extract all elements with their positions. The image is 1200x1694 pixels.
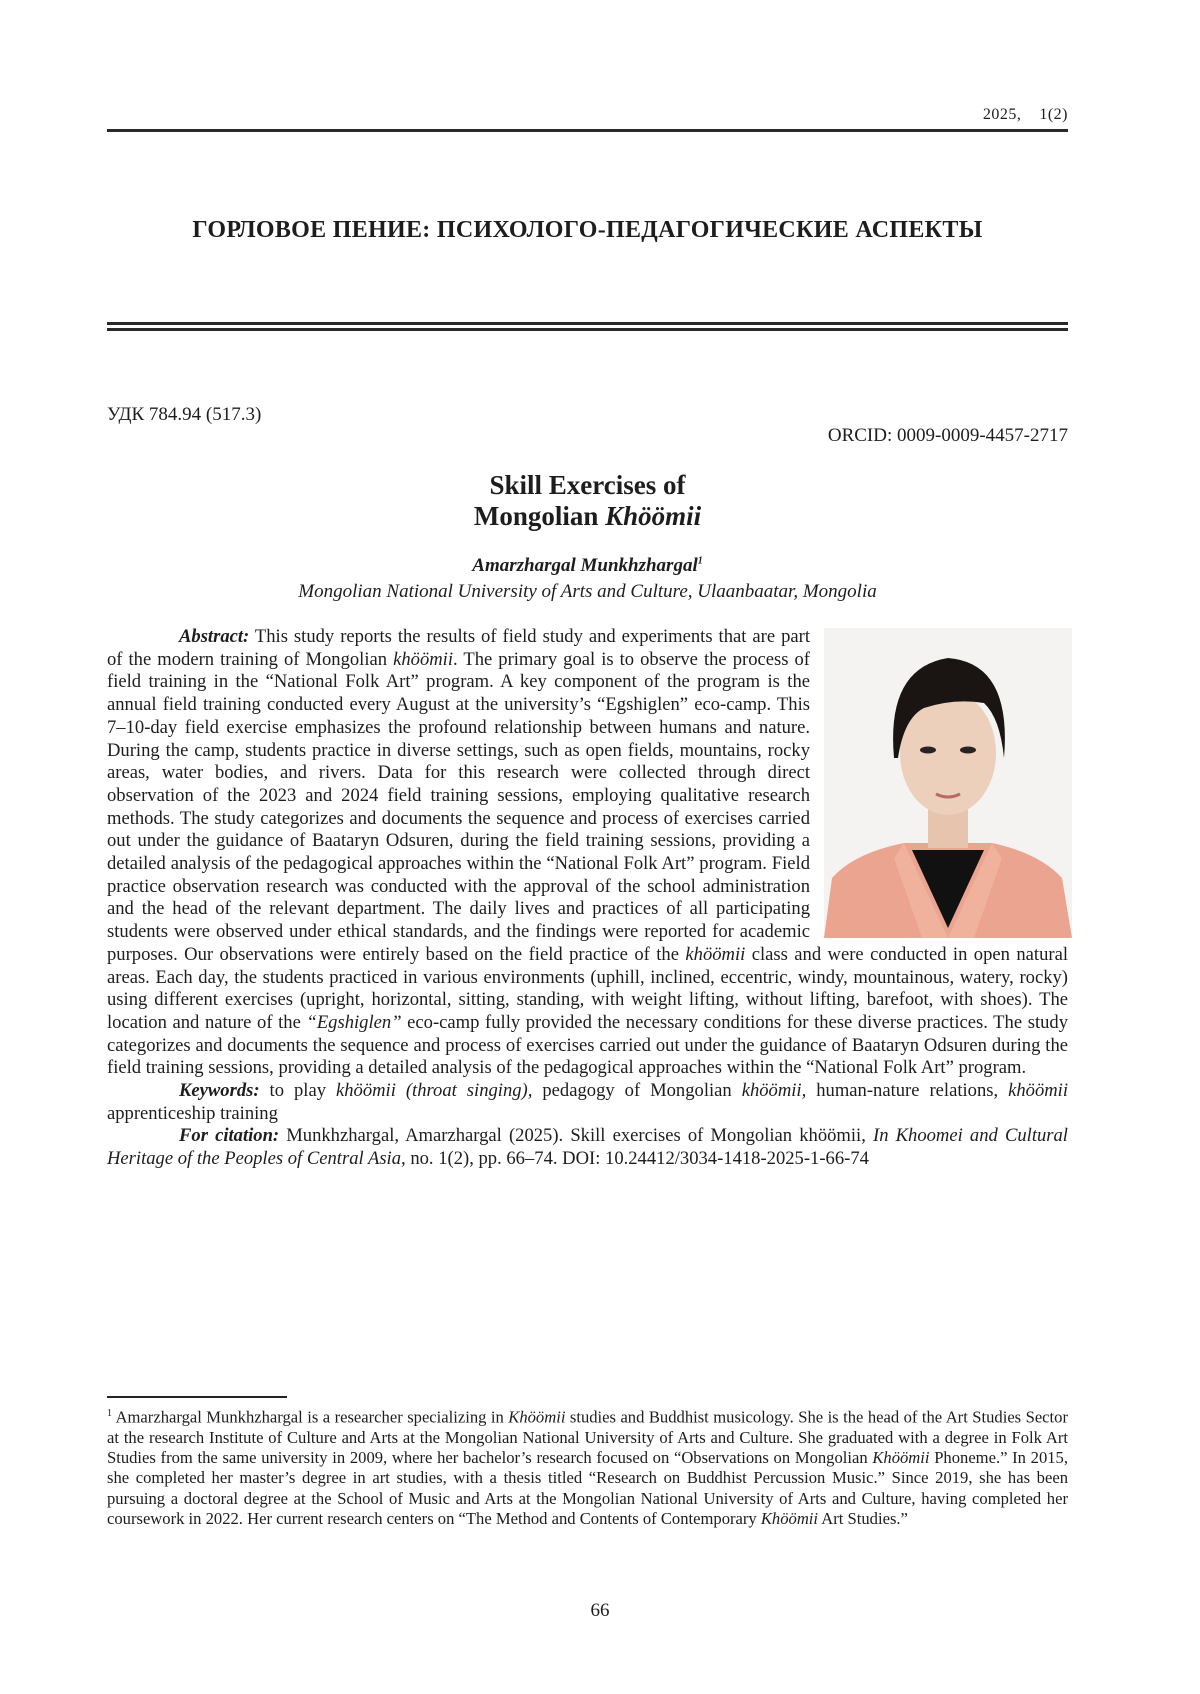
keywords	[107, 1080, 1068, 1125]
text-run: Phoneme.” In 2015, she completed her master’s degree in art studies, with a thesis titled “Research on Buddhist Percussion Music.” Since 2019, she has been pursuing a doctoral degree at the School of Music and Arts at the Mongolian National University of Arts and Culture, having completed her coursework in 2022. Her current research centers on “The Method and Contents of Contemporary	[107, 1448, 1068, 1528]
footnote-text	[107, 1408, 1068, 1528]
footnote	[107, 1404, 1068, 1529]
title-line-2	[107, 501, 1068, 532]
text-run: . The primary goal is to observe the process of field training in the “National Folk Art” program. A key component of the program is the annual field training conducted every August at the university’s “Egshiglen” eco-camp. This 7–10-day field exercise emphasizes the profound relationship between humans and nature. During the camp, students practice in diverse settings, such as open fields, mountains, rocky areas, water bodies, and rivers. Data for this research were collected through direct observation of the 2023 and 2024 field training sessions, employing qualitative research methods. The study categorizes and documents the sequence and process of exercises carried out under the guidance of Baataryn Odsuren, during the field training sessions, providing a detailed analysis of the pedagogical approaches within the “National Folk Art” program. Field practice observation research was conducted with the approval of the school administration and the head of the relevant department. The daily lives and practices of all participating students were observed under ethical standards, and the findings were reported for academic purposes. Our observations were entirely based on the field practice of the	[107, 649, 810, 965]
text-run: Munkhzhargal, Amarzhargal (2025). Skill exercises of Mongolian khöömii,	[279, 1125, 873, 1146]
portrait-image	[824, 628, 1072, 938]
author-photo	[824, 628, 1072, 938]
italic-run: khöömii	[393, 649, 453, 670]
page-number: 66	[0, 1600, 1200, 1622]
text-run: apprenticeship training	[107, 1103, 278, 1124]
author-affiliation: Mongolian National University of Arts and Culture, Ulaanbaatar, Mongolia	[107, 581, 1068, 603]
article-body	[107, 626, 1068, 1171]
text-run: studies and Buddhist musicology. She is the head of the Art Studies Sector at the research Institute of Culture and Arts at the Mongolian National University of Arts and Culture. She graduated with a degree in Folk Art Studies from the same university in 2009, where her bachelor’s research focused on “Observations on Mongolian	[107, 1408, 1068, 1468]
italic-run: In Khoomei and Cultural Heritage of the Peoples of Central Asia,	[107, 1125, 1068, 1169]
title-line-1: Skill Exercises of	[107, 470, 1068, 501]
italic-run: Khöömii	[761, 1509, 818, 1528]
italic-run: khöömii	[1008, 1080, 1068, 1101]
section-rule-bottom	[107, 328, 1068, 331]
text-run: to play	[260, 1080, 336, 1101]
citation-label: For citation:	[179, 1125, 279, 1146]
text-run: human-nature relations,	[806, 1080, 1008, 1101]
italic-run: “Egshiglen”	[306, 1012, 401, 1033]
citation	[107, 1125, 1068, 1170]
orcid[interactable]: ORCID: 0009-0009-4457-2717	[828, 425, 1068, 447]
footnote-ref[interactable]: 1	[698, 556, 703, 567]
italic-run: khöömii,	[742, 1080, 807, 1101]
author-name-text: Amarzhargal Munkhzhargal	[472, 555, 697, 576]
header-rule	[107, 129, 1068, 132]
italic-run: Khöömii	[872, 1448, 929, 1467]
journal-issue: 2025, 1(2)	[983, 106, 1068, 124]
text-run: This study reports the results of field study and experiments that are part of the modern training of Mongolian	[107, 626, 810, 670]
udk-code: УДК 784.94 (517.3)	[107, 404, 261, 426]
text-run: eco-camp fully provided the necessary conditions for these diverse practices. The study categorizes and documents the sequence and process of exercises carried out under the guidance of Baataryn Odsuren during the field training sessions, providing a detailed analysis of the pedagogical approaches within the “National Folk Art” program.	[107, 1012, 1068, 1078]
title-plain: Mongolian	[474, 501, 605, 531]
footnote-rule	[107, 1396, 287, 1398]
text-run: pedagogy of Mongolian	[532, 1080, 741, 1101]
text-run: class and were conducted in open natural areas. Each day, the students practiced in various environments (uphill, inclined, eccentric, windy, mountainous, watery, rocky) using different exercises (upright, horizontal, sitting, standing, with weight lifting, without lifting, barefoot, with shoes). The location and nature of the	[107, 944, 1068, 1033]
section-rule-top	[107, 322, 1068, 325]
abstract-label: Abstract:	[179, 626, 249, 647]
text-run: Amarzhargal Munkhzhargal is a researcher specializing in	[112, 1408, 508, 1427]
keywords-label: Keywords:	[179, 1080, 260, 1101]
text-run: Art Studies.”	[818, 1509, 908, 1528]
section-title: ГОРЛОВОЕ ПЕНИЕ: ПСИХОЛОГО-ПЕДАГОГИЧЕСКИЕ АСПЕКТЫ	[107, 217, 1068, 244]
footnote-mark: 1	[107, 1408, 112, 1419]
italic-run: khöömii (throat singing),	[336, 1080, 532, 1101]
author-name	[107, 555, 1068, 577]
text-run: no. 1(2), pp. 66–74. DOI: 10.24412/3034-1418-2025-1-66-74	[406, 1148, 869, 1169]
article-title	[107, 470, 1068, 532]
italic-run: Khöömii	[508, 1408, 565, 1427]
italic-run: khöömii	[685, 944, 745, 965]
title-italic: Khöömii	[605, 501, 701, 531]
